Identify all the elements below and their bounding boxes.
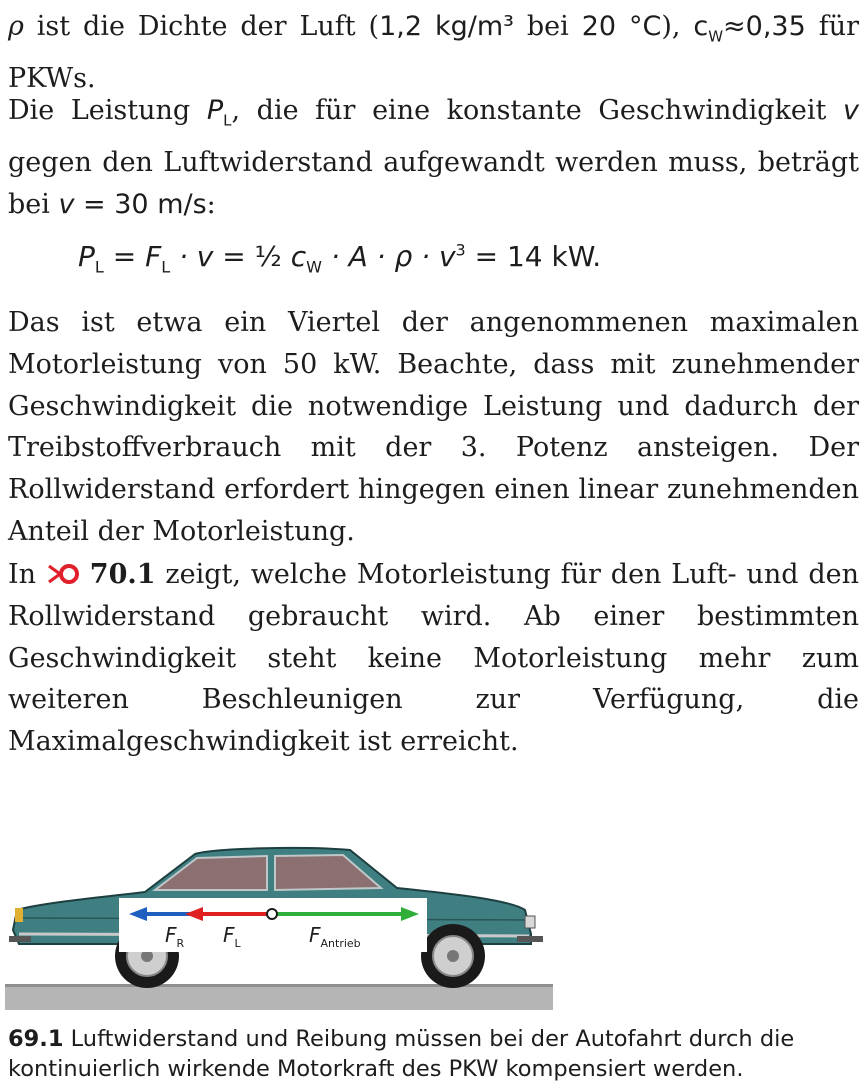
car-forces-figure bbox=[5, 838, 553, 1010]
road bbox=[5, 986, 553, 1010]
paragraph-power-intro: Die Leistung $P_L$, die für eine konstante Geschwindigkeit v gegen den Luftwiderstand aufgewandt werden muss, beträgt bei v = 30 m/s: bbox=[8, 95, 859, 220]
paragraph-quarter-power: Das ist etwa ein Viertel der angenommenen maximalen Motorleistung von 50 kW. Beachte, dass mit zunehmender Geschwindigkeit die notwendige Leistung und dadurch der Treibstoffverbrauch mit der 3. Potenz ansteigen. Der Rollwiderstand erfordert hingegen einen linear zunehmenden Anteil der Motorleistung. bbox=[8, 307, 859, 547]
paragraph-figure-reference bbox=[8, 554, 859, 763]
figure-reference-number[interactable]: 70.1 bbox=[89, 559, 156, 590]
caption-number: 69.1 bbox=[8, 1026, 64, 1052]
figure-caption bbox=[8, 1024, 859, 1084]
power-formula: $P_L = F_L \cdot v$ = ½ $c_W \cdot A \cdot \rho \cdot v^3 = 14$ kW. bbox=[78, 240, 602, 277]
label-friction-force: $F_R$ bbox=[165, 923, 185, 950]
front-wheel bbox=[421, 924, 485, 988]
label-air-drag-force: $F_L$ bbox=[223, 923, 241, 950]
para4-pre: In bbox=[8, 559, 37, 590]
caption-text: Luftwiderstand und Reibung müssen bei der Autofahrt durch die kontinuierlich wirkende Motorkraft des PKW kompensiert werden. bbox=[8, 1026, 795, 1082]
label-drive-force: $F_{Antrieb}$ bbox=[309, 923, 361, 950]
para4-post: zeigt, welche Motorleistung für den Luft- und den Rollwiderstand gebraucht wird. Ab einer bestimmten Geschwindigkeit steht keine Motorleistung mehr zum weiteren Beschleunigen zur Verfügung, die Maximalgeschwindigkeit ist erreicht. bbox=[8, 559, 859, 758]
force-application-point bbox=[267, 909, 277, 919]
paragraph-density: ρ ist die Dichte der Luft (1,2 kg/m³ bei 20 °C), $c_W\approx 0,35$ für PKWs. bbox=[8, 11, 859, 95]
figure-reference-icon bbox=[46, 562, 80, 586]
